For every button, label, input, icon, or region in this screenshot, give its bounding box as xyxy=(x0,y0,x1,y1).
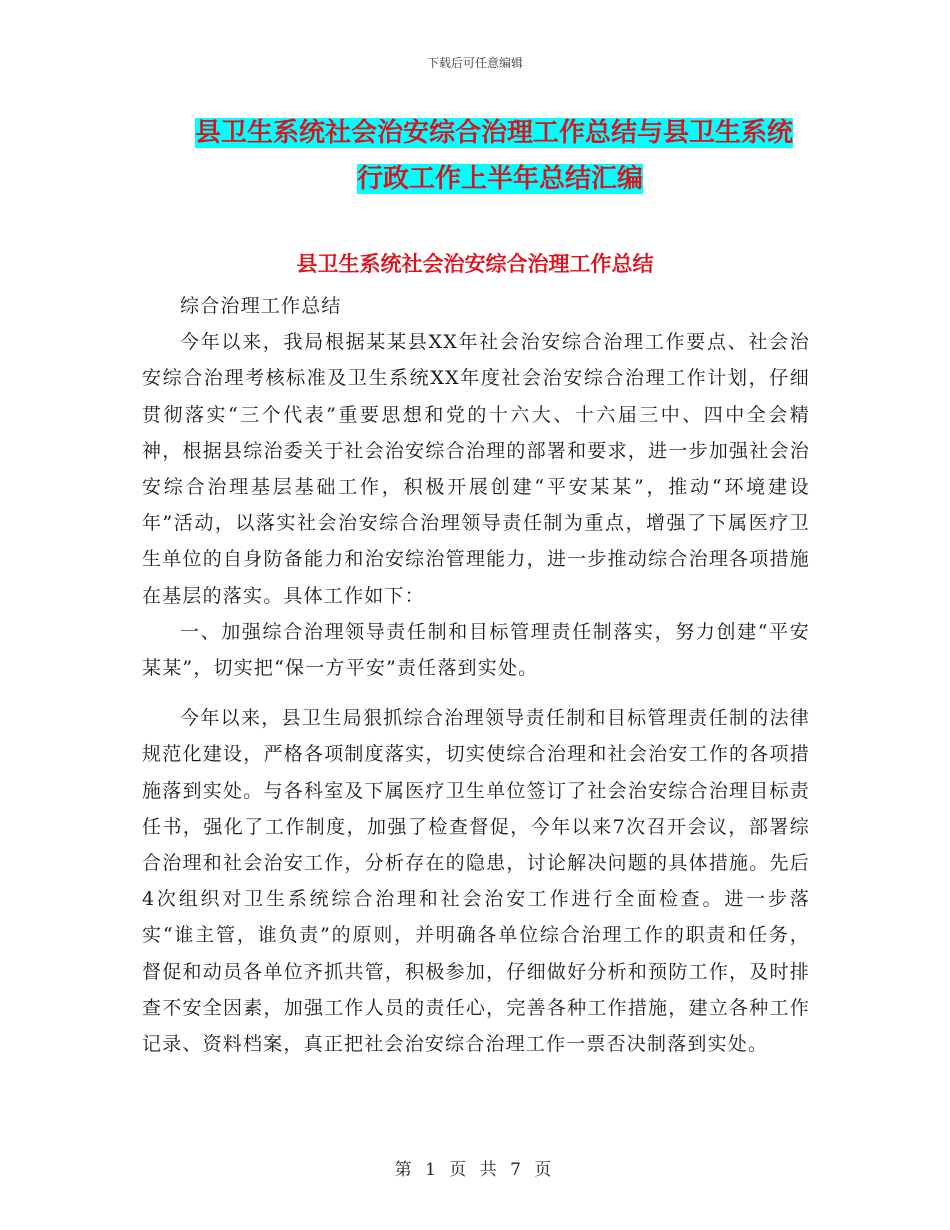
document-title-line-2: 行政工作上半年总结汇编 xyxy=(357,164,644,194)
document-title-line-1: 县卫生系统社会治安综合治理工作总结与县卫生系统 xyxy=(195,118,794,148)
document-body xyxy=(142,288,810,1062)
section-title: 县卫生系统社会治安综合治理工作总结 xyxy=(296,252,654,276)
body-paragraph: 综合治理工作总结 xyxy=(180,295,342,317)
body-paragraph: 今年以来，我局根据某某县XX年社会治安综合治理工作要点、社会治安综合治理考核标准及卫生系统XX年度社会治安综合治理工作计划，仔细贯彻落实“三个代表”重要思想和党的十六大、十六届三中、四中全会精神，根据县综治委关于社会治安综合治理的部署和要求，进一步加强社会治安综合治理基层基础工作，积极开展创建“平安某某”，推动“环境建设年”活动，以落实社会治安综合治理领导责任制为重点，增强了下属医疗卫生单位的自身防备能力和治安综治管理能力，进一步推动综合治理各项措施在基层的落实。具体工作如下： xyxy=(142,331,810,607)
body-paragraph: 今年以来，县卫生局狠抓综合治理领导责任制和目标管理责任制的法律规范化建设，严格各项制度落实，切实使综合治理和社会治安工作的各项措施落到实处。与各科室及下属医疗卫生单位签订了社会治安综合治理目标责任书，强化了工作制度，加强了检查督促，今年以来7次召开会议，部署综合治理和社会治安工作，分析存在的隐患，讨论解决问题的具体措施。先后4次组织对卫生系统综合治理和社会治安工作进行全面检查。进一步落实“谁主管，谁负责”的原则，并明确各单位综合治理工作的职责和任务，督促和动员各单位齐抓共管，积极参加，仔细做好分析和预防工作，及时排查不安全因素，加强工作人员的责任心，完善各种工作措施，建立各种工作记录、资料档案，真正把社会治安综合治理工作一票否决制落到实处。 xyxy=(142,707,810,1056)
header-note: 下载后可任意编辑 xyxy=(426,56,523,70)
body-paragraph: 一、加强综合治理领导责任制和目标管理责任制落实，努力创建“平安某某”，切实把“保一方平安”责任落到实处。 xyxy=(142,620,810,680)
document-title xyxy=(195,110,815,202)
page-footer: 第 1 页 共 7 页 xyxy=(394,1160,556,1180)
